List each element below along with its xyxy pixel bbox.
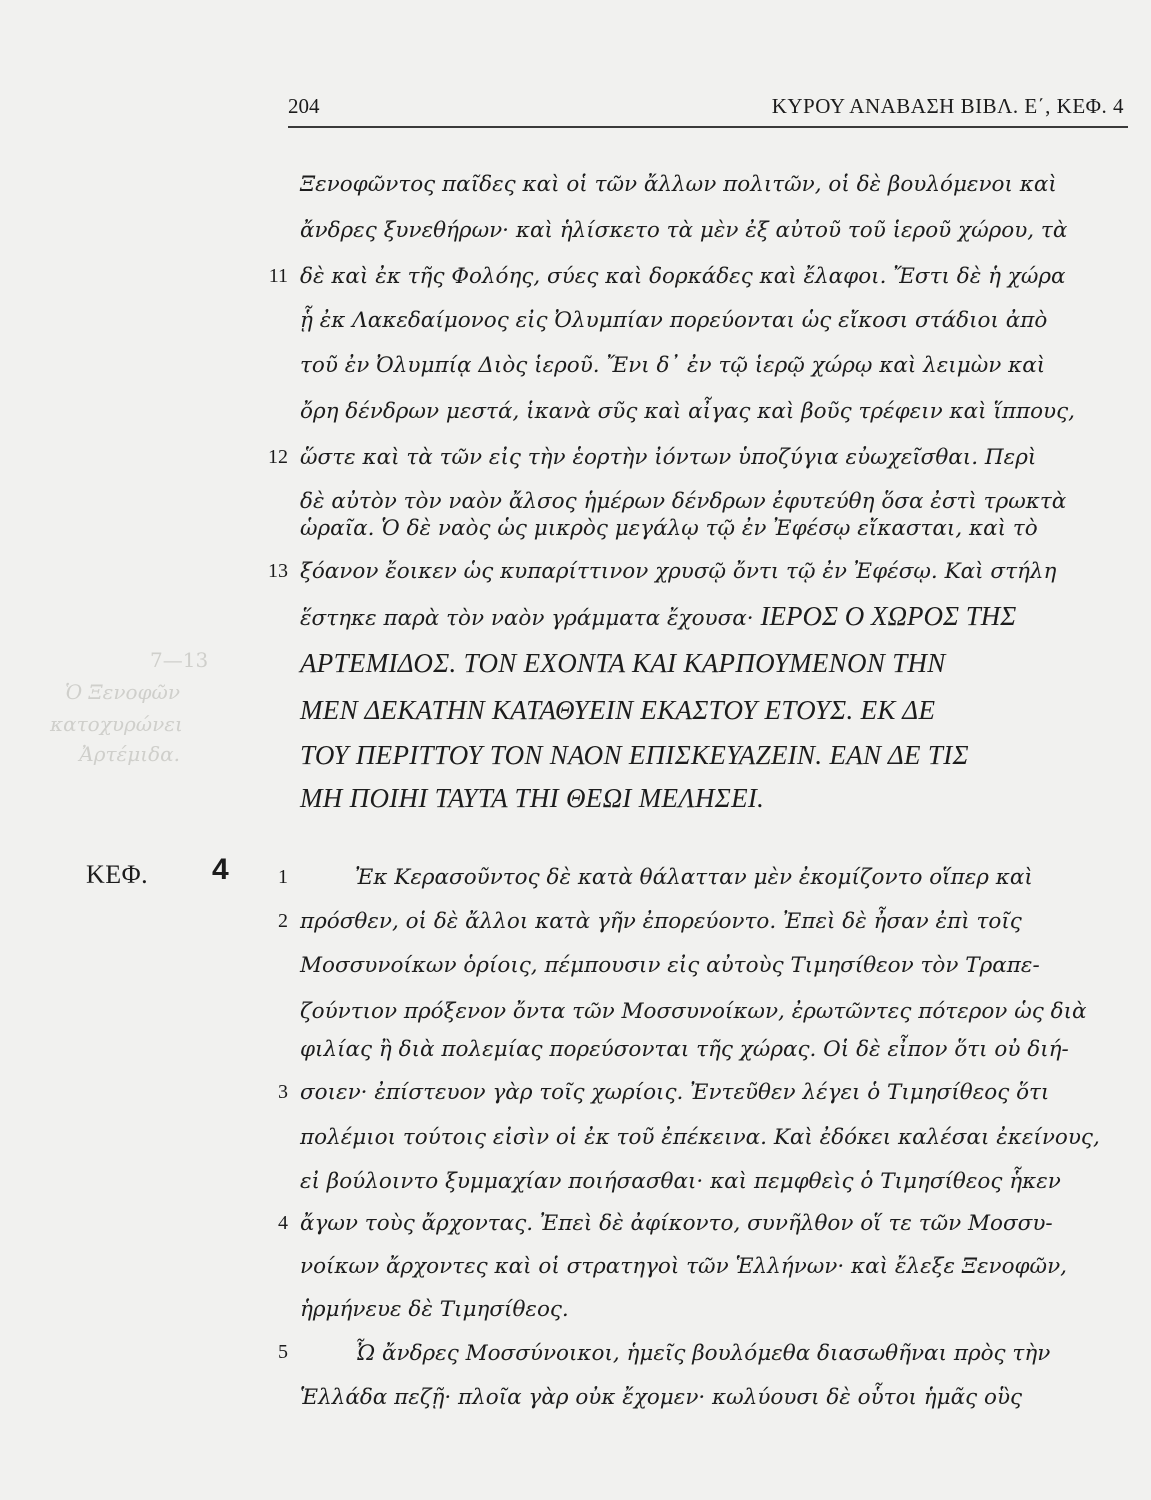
text-line: ὥστε καὶ τὰ τῶν εἰς τὴν ἑορτὴν ἰόντων ὑποζύγια εὐωχεῖσθαι. Περὶ: [300, 445, 1037, 470]
text-line: Ἐκ Κερασοῦντος δὲ κατὰ θάλατταν μὲν ἐκομίζοντο οἵπερ καὶ: [355, 865, 1033, 890]
page-number: 204: [288, 94, 320, 118]
text-line: Ξενοφῶντος παῖδες καὶ οἱ τῶν ἄλλων πολιτῶν, οἱ δὲ βουλόμενοι καὶ: [300, 172, 1057, 197]
chapter-number: 4: [212, 853, 229, 886]
text-line: σοιεν· ἐπίστευον γὰρ τοῖς χωρίοις. Ἐντεῦθεν λέγει ὁ Τιμησίθεος ὅτι: [300, 1080, 1050, 1105]
text-line: δὲ αὐτὸν τὸν ναὸν ἄλσος ἡμέρων δένδρων ἐφυτεύθη ὅσα ἐστὶ τρωκτὰ: [300, 489, 1067, 514]
running-head: ΚΥΡΟΥ ΑΝΑΒΑΣΗ ΒΙΒΛ. Ε΄, ΚΕΦ. 4: [771, 94, 1124, 118]
bleed-through-note: Ἀρτέμιδα.: [79, 742, 180, 766]
text-line: ξόανον ἔοικεν ὡς κυπαρίττινον χρυσῷ ὄντι τῷ ἐν Ἐφέσῳ. Καὶ στήλη: [300, 559, 1057, 584]
inscription-line: ΤΟΥ ΠΕΡΙΤΤΟΥ ΤΟΝ ΝΑΟΝ ΕΠΙΣΚΕΥΑΖΕΙΝ. ΕΑΝ ΔΕ ΤΙΣ: [300, 740, 969, 770]
text-line: ὄρη δένδρων μεστά, ἱκανὰ σῦς καὶ αἶγας καὶ βοῦς τρέφειν καὶ ἵππους,: [300, 399, 1075, 424]
text-line: ἡρμήνευε δὲ Τιμησίθεος.: [300, 1297, 569, 1322]
text-line: ζούντιον πρόξενον ὄντα τῶν Μοσσυνοίκων, ἐρωτῶντες πότερον ὡς διὰ: [300, 999, 1087, 1024]
text-line: φιλίας ἢ διὰ πολεμίας πορεύσονται τῆς χώρας. Οἱ δὲ εἶπον ὅτι οὐ διή-: [300, 1037, 1069, 1062]
section-number: 3: [278, 1081, 288, 1103]
text-line: εἰ βούλοιντο ξυμμαχίαν ποιήσασθαι· καὶ πεμφθεὶς ὁ Τιμησίθεος ἧκεν: [300, 1169, 1061, 1194]
section-number: 13: [268, 560, 288, 582]
inscription-start: ΙΕΡΟΣ Ο ΧΩΡΟΣ ΤΗΣ: [760, 601, 1017, 631]
text-line: ᾗ ἐκ Λακεδαίμονος εἰς Ὀλυμπίαν πορεύονται ὡς εἴκοσι στάδιοι ἀπὸ: [300, 308, 1048, 333]
inscription-line: ΜΕΝ ΔΕΚΑΤΗΝ ΚΑΤΑΘΥΕΙΝ ΕΚΑΣΤΟΥ ΕΤΟΥΣ. ΕΚ ΔΕ: [300, 695, 936, 725]
bleed-through-ref: 7—13: [150, 648, 209, 672]
chapter-label: ΚΕΦ.: [86, 860, 149, 889]
text-span: ἕστηκε παρὰ τὸν ναὸν γράμματα ἔχουσα·: [300, 606, 754, 631]
section-number: 1: [278, 866, 288, 888]
text-line: ἄνδρες ξυνεθήρων· καὶ ἡλίσκετο τὰ μὲν ἐξ αὐτοῦ τοῦ ἱεροῦ χώρου, τὰ: [300, 218, 1068, 243]
text-line: πρόσθεν, οἱ δὲ ἄλλοι κατὰ γῆν ἐπορεύοντο. Ἐπεὶ δὲ ἦσαν ἐπὶ τοῖς: [300, 909, 1022, 934]
page-header: [288, 94, 1128, 128]
section-number: 11: [268, 265, 288, 287]
text-line: ἄγων τοὺς ἄρχοντας. Ἐπεὶ δὲ ἀφίκοντο, συνῆλθον οἵ τε τῶν Μοσσυ-: [300, 1211, 1053, 1236]
text-line: Ἑλλάδα πεζῇ· πλοῖα γὰρ οὐκ ἔχομεν· κωλύουσι δὲ οὗτοι ἡμᾶς οὓς: [300, 1385, 1023, 1410]
text-line: νοίκων ἄρχοντες καὶ οἱ στρατηγοὶ τῶν Ἑλλήνων· καὶ ἔλεξε Ξενοφῶν,: [300, 1254, 1067, 1279]
bleed-through-note: κατοχυρώνει: [50, 712, 183, 736]
text-line: πολέμιοι τούτοις εἰσὶν οἱ ἐκ τοῦ ἐπέκεινα. Καὶ ἐδόκει καλέσαι ἐκείνους,: [300, 1125, 1100, 1150]
section-number: 12: [268, 446, 288, 468]
text-line: δὲ καὶ ἐκ τῆς Φολόης, σύες καὶ δορκάδες καὶ ἔλαφοι. Ἔστι δὲ ἡ χώρα: [300, 264, 1066, 289]
text-line: Ὦ ἄνδρες Μοσσύνοικοι, ἡμεῖς βουλόμεθα διασωθῆναι πρὸς τὴν: [355, 1341, 1051, 1366]
bleed-through-note: Ὁ Ξενοφῶν: [64, 680, 180, 704]
section-number: 5: [278, 1341, 288, 1363]
text-line: τοῦ ἐν Ὀλυμπίᾳ Διὸς ἱεροῦ. Ἔνι δ᾽ ἐν τῷ ἱερῷ χώρῳ καὶ λειμὼν καὶ: [300, 353, 1046, 378]
text-line: Μοσσυνοίκων ὁρίοις, πέμπουσιν εἰς αὐτοὺς Τιμησίθεον τὸν Τραπε-: [300, 953, 1040, 978]
section-number: 2: [278, 910, 288, 932]
section-number: 4: [278, 1212, 288, 1234]
inscription-line: [300, 596, 1120, 636]
inscription-line: ΑΡΤΕΜΙΔΟΣ. ΤΟΝ ΕΧΟΝΤΑ ΚΑΙ ΚΑΡΠΟΥΜΕΝΟΝ ΤΗΝ: [300, 648, 946, 678]
inscription-line: ΜΗ ΠΟΙΗΙ ΤΑΥΤΑ ΤΗΙ ΘΕΩΙ ΜΕΛΗΣΕΙ.: [300, 783, 765, 813]
text-line: ὡραῖα. Ὁ δὲ ναὸς ὡς μικρὸς μεγάλῳ τῷ ἐν Ἐφέσῳ εἴκασται, καὶ τὸ: [300, 516, 1038, 541]
